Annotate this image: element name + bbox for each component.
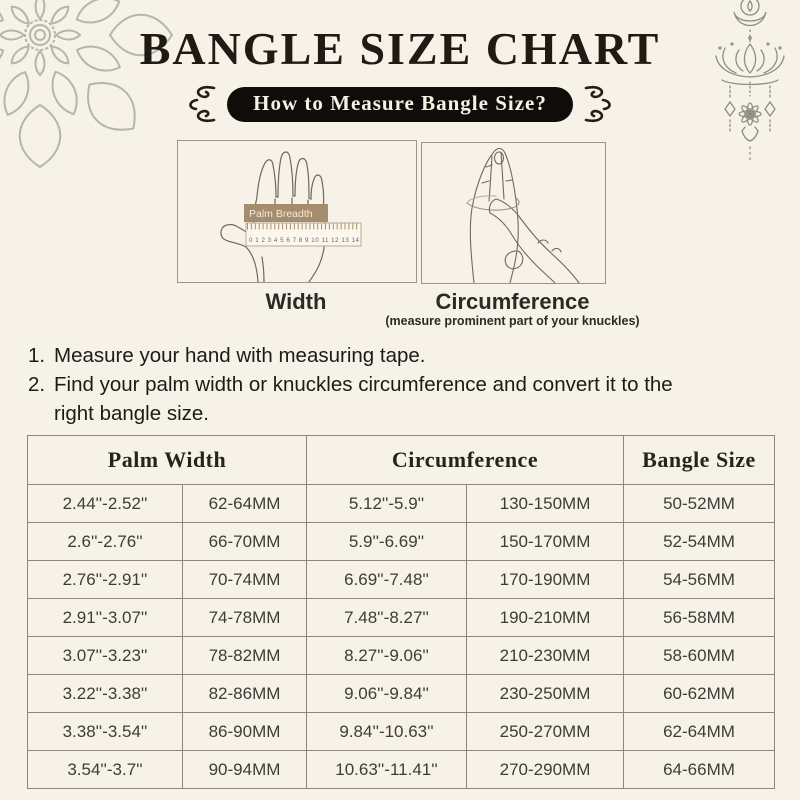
instruction-item xyxy=(28,370,712,428)
size-table xyxy=(27,435,775,789)
table-cell: 150-170MM xyxy=(467,523,624,561)
table-cell: 8.27''-9.06'' xyxy=(307,637,467,675)
ruler xyxy=(246,223,361,246)
table-cell: 78-82MM xyxy=(183,637,307,675)
circumference-caption xyxy=(371,290,654,329)
table-cell: 66-70MM xyxy=(183,523,307,561)
table-cell: 7.48''-8.27'' xyxy=(307,599,467,637)
table-cell: 3.07''-3.23'' xyxy=(28,637,183,675)
table-cell: 5.12''-5.9'' xyxy=(307,485,467,523)
size-table-body xyxy=(28,485,775,789)
table-cell: 130-150MM xyxy=(467,485,624,523)
circumference-caption-note: (measure prominent part of your knuckles) xyxy=(385,314,640,328)
instruction-item xyxy=(28,341,712,370)
table-row xyxy=(28,599,775,637)
table-cell: 58-60MM xyxy=(624,637,775,675)
instruction-text: Find your palm width or knuckles circumference and convert it to the right bangle size. xyxy=(54,373,673,425)
header-palm-width: Palm Width xyxy=(28,436,307,485)
instruction-number: 2. xyxy=(28,373,46,396)
instructions xyxy=(28,341,712,428)
table-cell: 2.44''-2.52'' xyxy=(28,485,183,523)
table-row xyxy=(28,751,775,789)
table-row xyxy=(28,561,775,599)
instruction-number: 1. xyxy=(28,344,46,367)
page-title: BANGLE SIZE CHART xyxy=(139,23,661,74)
table-cell: 2.76''-2.91'' xyxy=(28,561,183,599)
palm-width-illustration xyxy=(177,140,417,283)
table-cell: 10.63''-11.41'' xyxy=(307,751,467,789)
table-cell: 60-62MM xyxy=(624,675,775,713)
table-cell: 82-86MM xyxy=(183,675,307,713)
circumference-caption-title: Circumference xyxy=(435,289,590,314)
how-to-measure-badge: How to Measure Bangle Size? xyxy=(227,87,573,122)
ruler-numbers: 0 1 2 3 4 5 6 7 8 9 10 11 12 13 14 xyxy=(249,237,359,244)
table-cell: 5.9''-6.69'' xyxy=(307,523,467,561)
table-cell: 270-290MM xyxy=(467,751,624,789)
table-cell: 190-210MM xyxy=(467,599,624,637)
circumference-illustration xyxy=(421,142,606,284)
table-cell: 86-90MM xyxy=(183,713,307,751)
table-cell: 64-66MM xyxy=(624,751,775,789)
swirl-left-icon xyxy=(184,84,218,124)
table-cell: 9.06''-9.84'' xyxy=(307,675,467,713)
table-cell: 230-250MM xyxy=(467,675,624,713)
swirl-right-icon xyxy=(582,84,616,124)
table-cell: 74-78MM xyxy=(183,599,307,637)
table-row xyxy=(28,713,775,751)
table-cell: 3.22''-3.38'' xyxy=(28,675,183,713)
header-circumference: Circumference xyxy=(307,436,624,485)
width-caption: Width xyxy=(265,289,327,314)
table-cell: 210-230MM xyxy=(467,637,624,675)
table-cell: 62-64MM xyxy=(183,485,307,523)
table-row xyxy=(28,523,775,561)
table-cell: 170-190MM xyxy=(467,561,624,599)
table-cell: 50-52MM xyxy=(624,485,775,523)
table-row xyxy=(28,675,775,713)
table-cell: 52-54MM xyxy=(624,523,775,561)
svg-text:Palm Breadth: Palm Breadth xyxy=(249,208,313,220)
table-header-row xyxy=(28,436,775,485)
table-cell: 62-64MM xyxy=(624,713,775,751)
table-cell: 2.91''-3.07'' xyxy=(28,599,183,637)
table-cell: 6.69''-7.48'' xyxy=(307,561,467,599)
table-cell: 2.6''-2.76'' xyxy=(28,523,183,561)
table-cell: 90-94MM xyxy=(183,751,307,789)
table-cell: 250-270MM xyxy=(467,713,624,751)
palm-breadth-label xyxy=(244,204,328,222)
table-cell: 56-58MM xyxy=(624,599,775,637)
table-cell: 9.84''-10.63'' xyxy=(307,713,467,751)
instruction-text: Measure your hand with measuring tape. xyxy=(54,344,426,367)
table-cell: 54-56MM xyxy=(624,561,775,599)
table-row xyxy=(28,637,775,675)
table-cell: 3.38''-3.54'' xyxy=(28,713,183,751)
hands-outline xyxy=(467,149,579,284)
table-row xyxy=(28,485,775,523)
table-cell: 70-74MM xyxy=(183,561,307,599)
table-cell: 3.54''-3.7'' xyxy=(28,751,183,789)
badge-row xyxy=(0,84,800,124)
header-bangle-size: Bangle Size xyxy=(624,436,775,485)
